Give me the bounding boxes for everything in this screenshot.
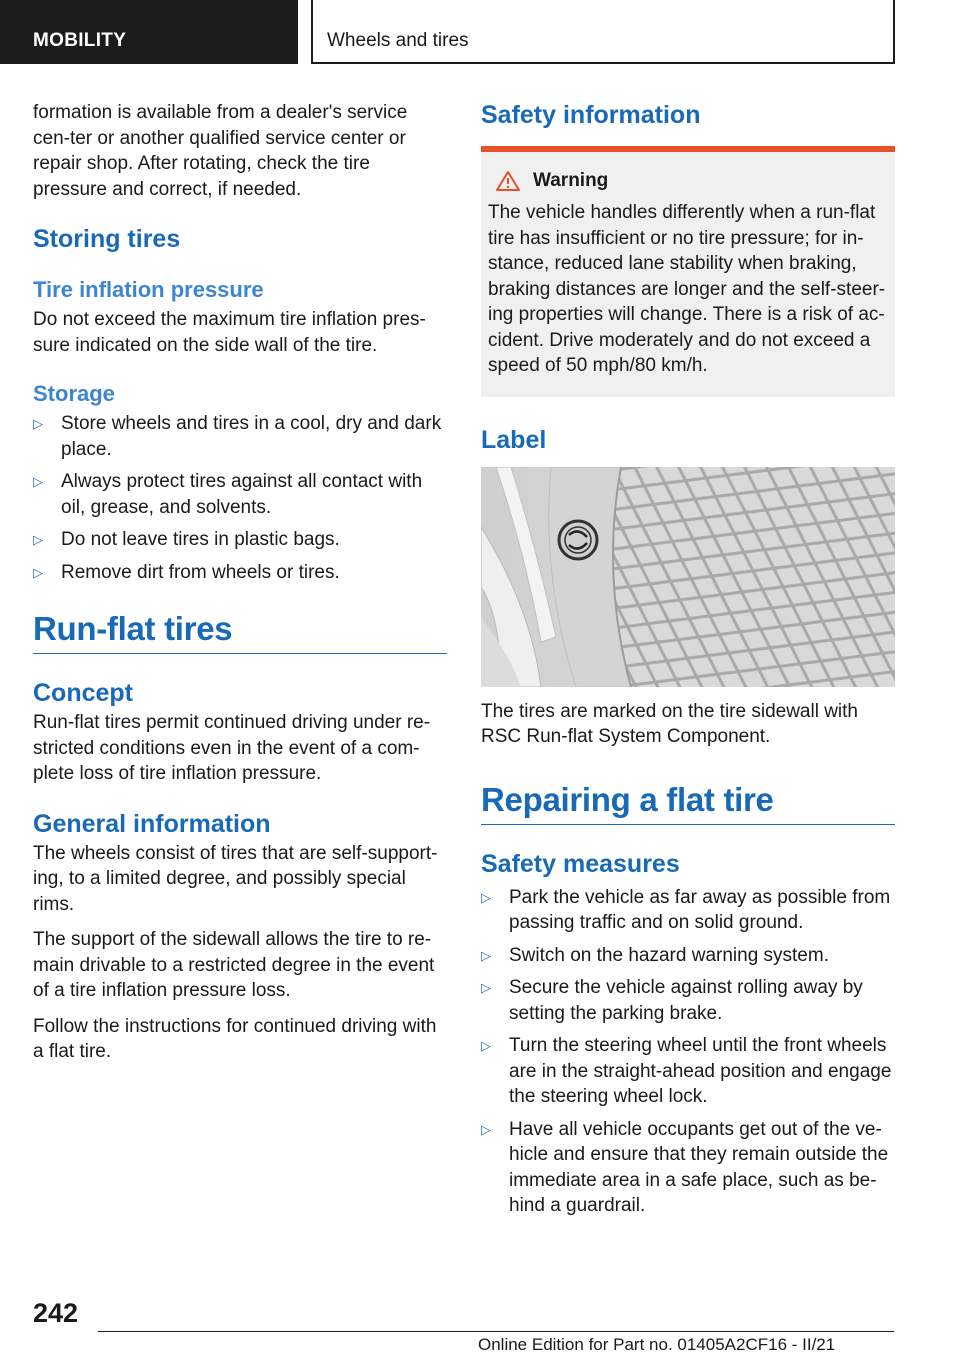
section-divider: [33, 653, 447, 654]
edition-text: Online Edition for Part no. 01405A2CF16 - II/21: [478, 1335, 836, 1354]
triangle-bullet-icon: ▷: [481, 980, 491, 995]
triangle-bullet-icon: ▷: [481, 889, 491, 905]
concept-paragraph: Run-flat tires permit continued driving under re-stricted conditions even in the event of a com-plete loss of tire inflation pressure.: [33, 712, 431, 784]
chapter-tab: [311, 0, 895, 64]
section-divider: [481, 824, 895, 825]
triangle-bullet-icon: ▷: [481, 1121, 491, 1137]
triangle-bullet-icon: ▷: [33, 564, 43, 580]
warning-text: The vehicle handles differently when a run-flat tire has insufficient or no tire pressure; for in-stance, reduced lane stability when braking, braking distances are longer and the self-steer-ing properties will change. There is a risk of ac-cident. Drive moderately and do not exceed a speed of 50 mph/80 km/h.: [488, 202, 886, 376]
list-item: ▷ Switch on the hazard warning system.: [481, 943, 895, 969]
list-item: ▷ Always protect tires against all contact with oil, grease, and solvents.: [33, 471, 423, 518]
list-item: ▷ Park the vehicle as far away as possible from passing traffic and on solid ground.: [481, 886, 891, 933]
storage-list: [33, 411, 447, 585]
triangle-bullet-icon: ▷: [481, 947, 491, 963]
safety-measures-list: [481, 885, 895, 1219]
rsc-logo-icon: [559, 521, 597, 559]
general-info-heading: General information: [33, 809, 271, 838]
warning-label: Warning: [533, 170, 609, 191]
general-paragraph-1: The wheels consist of tires that are self-support-ing, to a limited degree, and possibly special rims.: [33, 842, 438, 915]
runflat-heading: Run-flat tires: [33, 610, 233, 647]
list-item: ▷ Secure the vehicle against rolling away by setting the parking brake.: [481, 977, 863, 1024]
page-number: 242: [33, 1298, 79, 1328]
general-paragraph-3: Follow the instructions for continued driving with a flat tire.: [33, 1015, 437, 1062]
tire-pressure-paragraph: Do not exceed the maximum tire inflation pres-sure indicated on the side wall of the tire.: [33, 309, 426, 356]
triangle-bullet-icon: ▷: [481, 1038, 491, 1053]
warning-box: [481, 146, 895, 397]
triangle-bullet-icon: ▷: [33, 474, 43, 489]
intro-paragraph: formation is available from a dealer's service cen-ter or another qualified service center or repair shop. After rotating, check the tire pressure and correct, if needed.: [33, 102, 408, 200]
storage-heading: Storage: [33, 381, 115, 406]
tire-sidewall-image: [481, 467, 895, 687]
repair-flat-heading: Repairing a flat tire: [481, 780, 774, 818]
left-column: [33, 100, 447, 1075]
list-item: ▷ Store wheels and tires in a cool, dry and dark place.: [33, 413, 442, 460]
general-paragraph-2: The support of the sidewall allows the tire to re-main drivable to a restricted degree in the event of a tire inflation pressure loss.: [33, 929, 435, 1001]
list-item: ▷ Do not leave tires in plastic bags.: [33, 527, 447, 553]
tire-pressure-heading: Tire inflation pressure: [33, 277, 264, 302]
footer-divider: [98, 1331, 894, 1332]
label-heading: Label: [481, 425, 547, 454]
triangle-bullet-icon: ▷: [33, 416, 43, 431]
triangle-bullet-icon: ▷: [33, 532, 43, 547]
chapter-title: Wheels and tires: [327, 30, 469, 51]
list-item: ▷ Have all vehicle occupants get out of the ve-hicle and ensure that they remain outside the immediate area in a safe place, such as be-hind a guardrail.: [481, 1118, 889, 1216]
list-item: ▷ Remove dirt from wheels or tires.: [33, 560, 447, 586]
safety-info-heading: Safety information: [481, 101, 701, 129]
section-title: MOBILITY: [33, 30, 127, 51]
storing-tires-heading: Storing tires: [33, 225, 181, 253]
section-tab: [0, 0, 298, 64]
safety-measures-heading: Safety measures: [481, 849, 680, 878]
image-caption: The tires are marked on the tire sidewall with RSC Run-flat System Component.: [481, 700, 858, 747]
concept-heading: Concept: [33, 679, 133, 707]
list-item: ▷ Turn the steering wheel until the front wheels are in the straight-ahead position and engage the steering wheel lock.: [481, 1035, 892, 1107]
right-column: [481, 100, 895, 1226]
warning-triangle-icon: [495, 170, 521, 192]
